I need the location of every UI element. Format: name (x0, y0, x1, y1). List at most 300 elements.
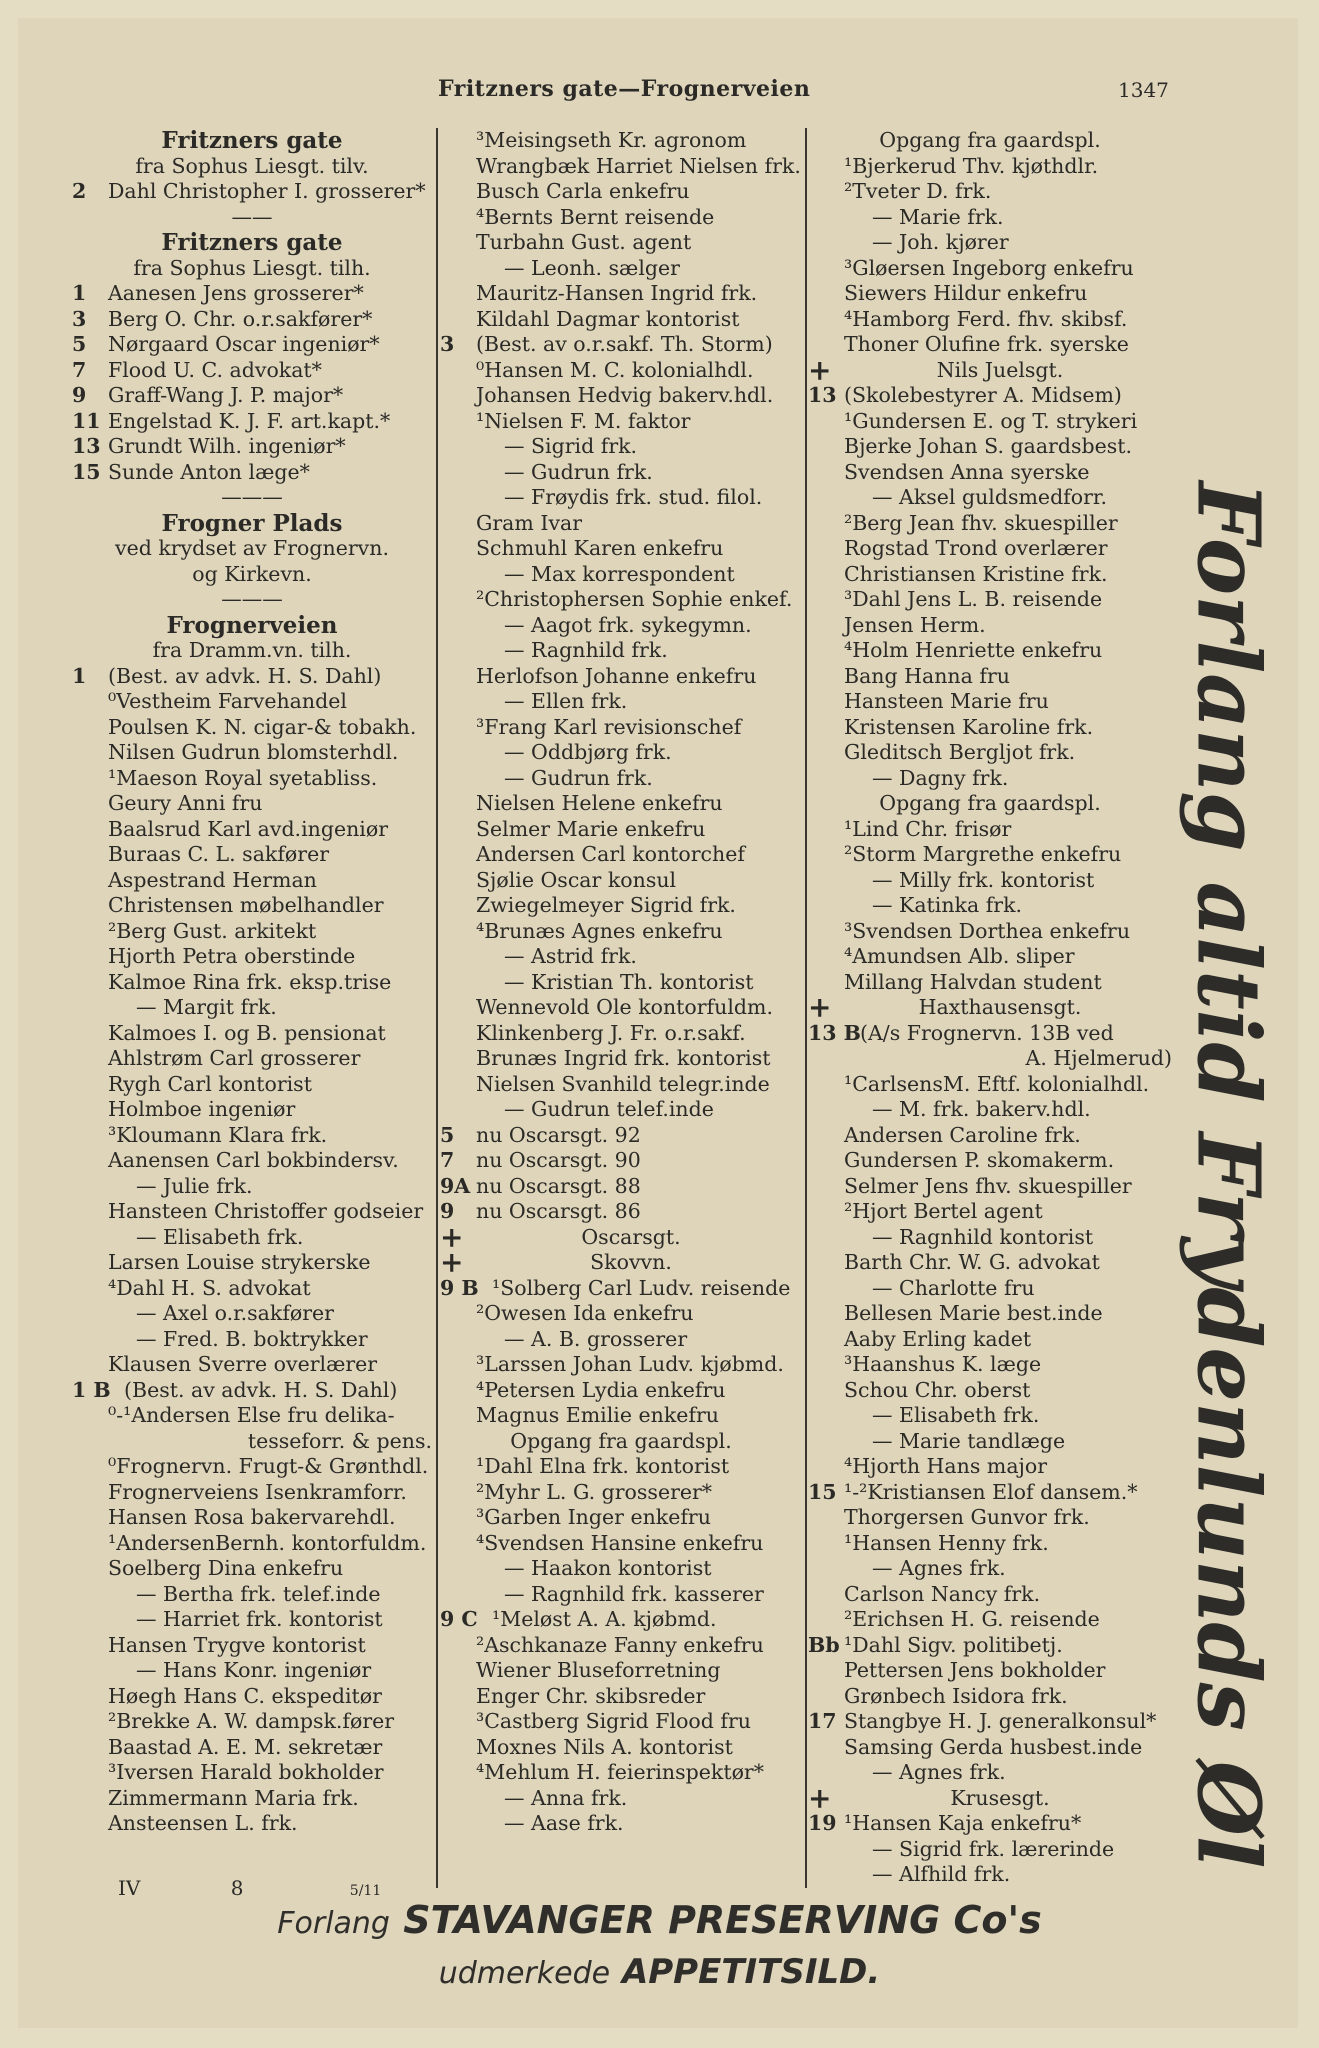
entry-text: Svendsen Anna syerske (844, 459, 1090, 484)
entry-text: Frognerveiens Isenkramforr. (108, 1479, 407, 1504)
entry-text: — Sigrid frk. (504, 434, 638, 458)
entry-text: Siewers Hildur enkefru (844, 281, 1088, 305)
directory-entry (440, 1123, 802, 1149)
house-number: 9 B (440, 1275, 479, 1300)
entry-text: Selmer Marie enkefru (476, 816, 706, 841)
directory-entry (808, 1837, 1172, 1863)
directory-entry (440, 817, 802, 843)
entry-text: ³Meisingseth Kr. agronom (476, 128, 747, 152)
directory-entry (808, 842, 1172, 868)
entry-text: ²Erichsen H. G. reisende (844, 1607, 1100, 1631)
bottom-ad-word: udmerkede (438, 1956, 611, 1991)
directory-entry (72, 817, 432, 843)
directory-entry (72, 1021, 432, 1047)
column-divider (805, 128, 807, 1888)
entry-text: ⁴Bernts Bernt reisende (476, 204, 715, 229)
directory-entry (72, 1811, 432, 1837)
footer-right: 5/11 (349, 1883, 382, 1899)
entry-text: Sjølie Oscar konsul (476, 867, 677, 892)
entry-text: Kalmoe Rina frk. eksp.trise (108, 969, 392, 994)
directory-entry (72, 664, 432, 690)
directory-entry (808, 791, 1172, 817)
entry-text: ³Castberg Sigrid Flood fru (476, 1709, 751, 1733)
entry-text: Flood U. C. advokat* (108, 357, 322, 382)
entry-text: — A. B. grosserer (504, 1326, 688, 1351)
directory-entry (72, 281, 432, 307)
directory-entry (808, 1327, 1172, 1353)
entry-text: ⁴Dahl H. S. advokat (108, 1275, 311, 1300)
directory-entry (808, 154, 1172, 180)
directory-entry (808, 613, 1172, 639)
directory-entry (72, 434, 432, 460)
directory-entry (808, 970, 1172, 996)
entry-text: Christiansen Kristine frk. (844, 561, 1108, 586)
directory-entry (440, 1811, 802, 1837)
entry-text: Hansteen Marie fru (844, 689, 1049, 713)
directory-entry (72, 1505, 432, 1531)
directory-entry (440, 307, 802, 333)
directory-entry (808, 1123, 1172, 1149)
entry-text: Bellesen Marie best.inde (844, 1301, 1103, 1325)
directory-entry (808, 179, 1172, 205)
entry-text: Nilsen Gudrun blomsterhdl. (108, 740, 399, 764)
cross-street-mark: + (808, 1781, 832, 1815)
directory-entry (72, 1556, 432, 1582)
directory-entry (808, 944, 1172, 970)
directory-entry (808, 332, 1172, 358)
entry-text: — Aagot frk. sykegymn. (504, 612, 752, 637)
entry-text: nu Oscarsgt. 92 (476, 1122, 641, 1147)
directory-entry (808, 1760, 1172, 1786)
directory-entry (440, 893, 802, 919)
entry-text: Thoner Olufine frk. syerske (844, 332, 1129, 356)
entry-text: Hjorth Petra oberstinde (108, 944, 356, 968)
entry-text: Klinkenberg J. Fr. o.r.sakf. (476, 1020, 746, 1045)
entry-text: Kildahl Dagmar kontorist (476, 306, 740, 331)
entry-text: — Agnes frk. (872, 1556, 1006, 1580)
directory-entry (808, 307, 1172, 333)
cross-street-name: Krusesgt. (950, 1785, 1050, 1810)
footer-left: IV (118, 1876, 141, 1900)
entry-text: ¹Lind Chr. frisør (844, 816, 1012, 841)
entry-text: ⁴Amundsen Alb. sliper (844, 944, 1075, 968)
entry-text: Stangbye H. J. generalkonsul* (844, 1709, 1157, 1733)
directory-entry (440, 791, 802, 817)
directory-entry (72, 1148, 432, 1174)
entry-text: (Best. av advk. H. S. Dahl) (108, 663, 382, 688)
entry-text: Baastad A. E. M. sekretær (108, 1734, 383, 1759)
entry-text: Andersen Carl kontorchef (476, 842, 745, 866)
house-number: 13 (72, 434, 101, 458)
directory-entry (808, 1403, 1172, 1429)
entry-text: ⁰Frognervn. Frugt-& Grønthdl. (108, 1454, 429, 1478)
entry-text: Poulsen K. N. cigar-& tobakh. (108, 714, 417, 739)
directory-entry (72, 128, 432, 154)
house-number: Bb (808, 1632, 840, 1657)
directory-entry (808, 638, 1172, 664)
entry-text: (A/s Frognervn. 13B ved (860, 1020, 1114, 1045)
entry-text: ²Owesen Ida enkefru (476, 1301, 694, 1325)
directory-entry (808, 1225, 1172, 1251)
entry-text: Gleditsch Bergljot frk. (844, 740, 1076, 764)
directory-entry (72, 1709, 432, 1735)
entry-text: Aanensen Carl bokbindersv. (108, 1148, 399, 1172)
directory-entry (440, 689, 802, 715)
directory-entry (440, 1352, 802, 1378)
entry-text: Magnus Emilie enkefru (476, 1403, 719, 1427)
directory-entry (808, 562, 1172, 588)
directory-entry (808, 1582, 1172, 1608)
directory-entry (72, 307, 432, 333)
directory-entry (72, 562, 432, 588)
directory-entry (72, 1352, 432, 1378)
house-number: 9 C (440, 1607, 478, 1631)
entry-text: ¹Dahl Sigv. politibetj. (844, 1632, 1063, 1657)
directory-entry (808, 893, 1172, 919)
entry-text: ⁰Vestheim Farvehandel (108, 689, 347, 713)
entry-text: — Ellen frk. (504, 689, 628, 713)
entry-text: Herlofson Johanne enkefru (476, 663, 757, 688)
directory-entry (440, 205, 802, 231)
house-number: 1 (72, 281, 87, 305)
entry-text: ²Berg Jean fhv. skuespiller (844, 510, 1118, 535)
street-heading: Frogner Plads (161, 509, 343, 537)
directory-entry (72, 970, 432, 996)
entry-text: Grønbech Isidora frk. (844, 1683, 1068, 1708)
directory-entry (808, 1735, 1172, 1761)
entry-text: Aspestrand Herman (108, 867, 317, 892)
entry-text: ¹Meløst A. A. kjøbmd. (492, 1607, 717, 1631)
cross-street-mark: + (808, 353, 832, 387)
cross-street-mark: + (808, 991, 832, 1024)
directory-entry (808, 485, 1172, 511)
directory-entry (808, 991, 1172, 1024)
entry-text: (Best. av advk. H. S. Dahl) (124, 1377, 398, 1402)
directory-entry (440, 1378, 802, 1404)
entry-text: — Elisabeth frk. (872, 1403, 1040, 1427)
directory-entry (72, 1250, 432, 1276)
entry-text: Nørgaard Oscar ingeniør* (108, 332, 380, 356)
house-number: 1 (72, 663, 87, 688)
directory-entry (440, 1246, 802, 1279)
entry-text: — Astrid frk. (504, 944, 637, 968)
directory-entry (440, 766, 802, 792)
entry-text: Bang Hanna fru (844, 663, 1010, 688)
section-note: fra Sophus Liesgt. tilh. (133, 255, 371, 280)
entry-text: Bjerke Johan S. gaardsbest. (844, 434, 1133, 458)
directory-entry (808, 1811, 1172, 1837)
directory-entry (440, 638, 802, 664)
directory-entry (72, 1760, 432, 1786)
entry-text: ⁰-¹Andersen Else fru delika- (108, 1403, 395, 1427)
entry-text: — Marie frk. (872, 204, 1004, 229)
entry-text: Enger Chr. skibsreder (476, 1683, 706, 1708)
entry-text: Baalsrud Karl avd.ingeniør (108, 816, 388, 841)
entry-text: ³Iversen Harald bokholder (108, 1760, 384, 1784)
entry-text: — Katinka frk. (872, 893, 1023, 917)
directory-entry (440, 1760, 802, 1786)
directory-entry (440, 179, 802, 205)
entry-text: ³Svendsen Dorthea enkefru (844, 918, 1131, 943)
entry-text: Jensen Herm. (844, 612, 986, 637)
directory-entry (808, 205, 1172, 231)
entry-text: ¹Hansen Henny frk. (844, 1530, 1049, 1555)
directory-entry (72, 1633, 432, 1659)
entry-text: ⁴Petersen Lydia enkefru (476, 1377, 726, 1402)
entry-text: nu Oscarsgt. 86 (476, 1199, 641, 1223)
directory-column-1 (72, 128, 432, 1837)
side-ad-text: Forlang altid Frydenlunds Øl (1177, 481, 1279, 1869)
directory-entry (440, 434, 802, 460)
entry-text: Kristensen Karoline frk. (844, 714, 1094, 739)
entry-text: — Anna frk. (504, 1785, 628, 1810)
entry-text: — Ragnhild frk. kasserer (504, 1581, 764, 1606)
entry-text: ¹-²Kristiansen Elof dansem.* (844, 1479, 1138, 1504)
bottom-ad-brand: STAVANGER PRESERVING Co's (403, 1898, 1042, 1942)
entry-text: Wrangbæk Harriet Nielsen frk. (476, 153, 801, 178)
entry-text: ¹Dahl Elna frk. kontorist (476, 1454, 730, 1478)
entry-text: Samsing Gerda husbest.inde (844, 1734, 1143, 1759)
directory-entry (440, 587, 802, 613)
separator: ——— (221, 485, 283, 509)
entry-text: ²Berg Gust. arkitekt (108, 918, 317, 943)
directory-entry (440, 1658, 802, 1684)
entry-text: Pettersen Jens bokholder (844, 1658, 1106, 1682)
directory-entry (72, 638, 432, 664)
entry-text: Mauritz-Hansen Ingrid frk. (476, 281, 758, 305)
entry-text: Hansen Trygve kontorist (108, 1632, 366, 1657)
directory-entry (808, 536, 1172, 562)
entry-text: ³Gløersen Ingeborg enkefru (844, 255, 1134, 280)
directory-entry (440, 1684, 802, 1710)
entry-text: — Kristian Th. kontorist (504, 969, 754, 994)
directory-entry (808, 353, 1172, 387)
entry-text: nu Oscarsgt. 88 (476, 1173, 641, 1198)
directory-entry (72, 358, 432, 384)
entry-text: ²Brekke A. W. dampsk.fører (108, 1709, 395, 1733)
entry-text: Graff-Wang J. P. major* (108, 383, 344, 407)
entry-text: Sunde Anton læge* (108, 459, 310, 484)
directory-entry (440, 715, 802, 741)
directory-entry (72, 740, 432, 766)
directory-entry (72, 1225, 432, 1251)
house-number: 1 B (72, 1377, 111, 1402)
directory-entry (808, 1199, 1172, 1225)
directory-entry (808, 919, 1172, 945)
entry-text: Berg O. Chr. o.r.sakfører* (108, 306, 373, 331)
directory-entry (808, 1046, 1172, 1072)
entry-text: Wiener Bluseforretning (476, 1658, 721, 1682)
bottom-ad-line-1 (0, 1898, 1319, 1942)
entry-text: ¹Gundersen E. og T. strykeri (844, 408, 1138, 433)
directory-entry (72, 536, 432, 562)
directory-entry (72, 715, 432, 741)
entry-text: Johansen Hedvig bakerv.hdl. (476, 383, 774, 407)
directory-entry (72, 1454, 432, 1480)
directory-entry (808, 1352, 1172, 1378)
directory-entry (440, 1148, 802, 1174)
directory-entry (440, 1199, 802, 1225)
directory-entry (440, 842, 802, 868)
house-number: 13 B (808, 1020, 861, 1045)
entry-text: ¹Maeson Royal syetabliss. (108, 765, 378, 790)
directory-entry (808, 715, 1172, 741)
entry-text: ⁰Hansen M. C. kolonialhdl. (476, 357, 754, 382)
house-number: 2 (72, 179, 87, 203)
entry-text: ³Frang Karl revisionschef (476, 714, 742, 739)
directory-entry (72, 332, 432, 358)
house-number: 5 (72, 332, 87, 356)
house-number: 7 (72, 357, 87, 382)
directory-entry (440, 1454, 802, 1480)
entry-text: — Margit frk. (136, 995, 277, 1019)
directory-entry (808, 1781, 1172, 1815)
street-heading: Fritzners gate (161, 127, 343, 154)
entry-text: nu Oscarsgt. 90 (476, 1148, 641, 1172)
directory-entry (72, 1531, 432, 1557)
directory-entry (72, 383, 432, 409)
directory-entry (72, 1429, 432, 1455)
directory-entry (72, 842, 432, 868)
directory-entry (72, 1199, 432, 1225)
directory-entry (72, 766, 432, 792)
directory-entry (808, 256, 1172, 282)
directory-entry (440, 1786, 802, 1812)
house-number: 9 (440, 1199, 455, 1223)
entry-text: Zimmermann Maria frk. (108, 1785, 359, 1810)
directory-entry (72, 1480, 432, 1506)
house-number: 15 (72, 459, 101, 484)
directory-entry (440, 1607, 802, 1633)
directory-entry (808, 868, 1172, 894)
directory-entry (72, 1123, 432, 1149)
directory-entry (440, 485, 802, 511)
directory-entry (72, 689, 432, 715)
house-number: 9 (72, 383, 87, 407)
entry-text: — Bertha frk. telef.inde (136, 1581, 381, 1606)
separator: —— (231, 204, 273, 229)
section-note: Opgang fra gaardspl. (879, 128, 1101, 152)
entry-text: Høegh Hans C. ekspeditør (108, 1683, 382, 1708)
directory-entry (440, 1072, 802, 1098)
directory-column-3 (808, 128, 1172, 1888)
directory-entry (440, 919, 802, 945)
directory-entry (72, 409, 432, 435)
directory-entry (440, 1480, 802, 1506)
directory-entry (72, 1276, 432, 1302)
entry-text: Schmuhl Karen enkefru (476, 536, 724, 560)
entry-text: — Oddbjørg frk. (504, 740, 672, 764)
entry-text: Gundersen P. skomakerm. (844, 1148, 1115, 1172)
directory-entry (72, 893, 432, 919)
entry-text: — Aksel guldsmedforr. (872, 485, 1107, 509)
directory-entry (72, 460, 432, 486)
house-number: 9A (440, 1173, 471, 1198)
directory-entry (440, 664, 802, 690)
entry-text: — Charlotte fru (872, 1275, 1035, 1300)
house-number: 11 (72, 408, 101, 433)
house-number: 19 (808, 1811, 837, 1835)
directory-entry (72, 995, 432, 1021)
section-note: Opgang fra gaardspl. (879, 791, 1101, 815)
directory-entry (440, 1531, 802, 1557)
directory-entry (808, 1633, 1172, 1659)
entry-text: ¹Hansen Kaja enkefru* (844, 1811, 1082, 1835)
footer-marks (118, 1876, 381, 1900)
entry-text: Aaby Erling kadet (844, 1326, 1032, 1351)
entry-text: Aanesen Jens grosserer* (108, 281, 364, 305)
entry-text: ⁴Hamborg Ferd. fhv. skibsf. (844, 306, 1128, 331)
entry-text: Wennevold Ole kontorfuldm. (476, 995, 773, 1019)
footer-mid: 8 (230, 1876, 244, 1900)
entry-text: Larsen Louise strykerske (108, 1250, 371, 1274)
entry-text: ³Haanshus K. læge (844, 1352, 1042, 1376)
directory-entry (72, 511, 432, 537)
entry-text: Busch Carla enkefru (476, 179, 690, 203)
section-note: fra Sophus Liesgt. tilv. (135, 153, 369, 178)
entry-text: ⁴Brunæs Agnes enkefru (476, 918, 723, 943)
directory-entry (440, 1556, 802, 1582)
directory-entry (808, 1607, 1172, 1633)
directory-entry (440, 358, 802, 384)
entry-text: Ansteensen L. frk. (108, 1811, 298, 1835)
entry-text: Dahl Christopher I. grosserer* (108, 179, 426, 203)
directory-entry (72, 587, 432, 613)
directory-entry (440, 868, 802, 894)
entry-text: ¹Bjerkerud Thv. kjøthdlr. (844, 153, 1099, 178)
cross-street-mark: + (440, 1220, 464, 1254)
directory-entry (808, 1097, 1172, 1123)
entry-text: Engelstad K. J. F. art.kapt.* (108, 408, 391, 433)
entry-text: Christensen møbelhandler (108, 893, 384, 917)
entry-text: — Joh. kjører (872, 230, 1009, 254)
directory-entry (808, 1378, 1172, 1404)
directory-entry (72, 485, 432, 511)
directory-entry (72, 1327, 432, 1353)
directory-entry (72, 1735, 432, 1761)
entry-text: ²Hjort Bertel agent (844, 1199, 1043, 1223)
directory-entry (808, 1480, 1172, 1506)
directory-entry (808, 664, 1172, 690)
directory-entry (440, 230, 802, 256)
cross-street-name: Nils Juelsgt. (936, 357, 1064, 382)
directory-entry (808, 740, 1172, 766)
directory-entry (808, 1556, 1172, 1582)
section-note: Opgang fra gaardspl. (510, 1428, 732, 1453)
cross-street-mark: + (440, 1246, 464, 1279)
house-number: 15 (808, 1479, 837, 1504)
directory-entry (72, 944, 432, 970)
entry-text: Buraas C. L. sakfører (108, 842, 330, 866)
directory-entry (72, 1786, 432, 1812)
entry-text: Carlson Nancy frk. (844, 1581, 1041, 1606)
directory-entry (72, 919, 432, 945)
directory-entry (72, 230, 432, 256)
page-number: 1347 (1118, 78, 1169, 102)
directory-entry (808, 1709, 1172, 1735)
directory-entry (440, 970, 802, 996)
house-number: 7 (440, 1148, 455, 1172)
entry-text: Ahlstrøm Carl grosserer (108, 1046, 361, 1070)
directory-entry (808, 1250, 1172, 1276)
house-number: 17 (808, 1709, 837, 1733)
directory-entry (808, 281, 1172, 307)
entry-text: ²Storm Margrethe enkefru (844, 842, 1122, 866)
directory-entry (440, 281, 802, 307)
cross-street-name: Oscarsgt. (581, 1224, 681, 1249)
directory-entry (808, 689, 1172, 715)
directory-entry (72, 1607, 432, 1633)
